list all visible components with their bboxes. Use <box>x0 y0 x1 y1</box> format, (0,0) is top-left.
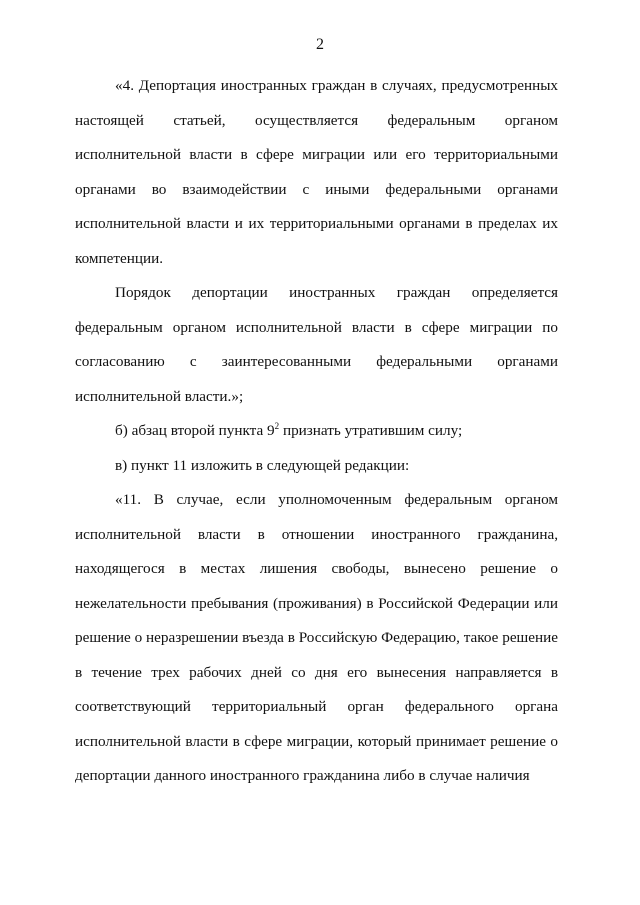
item-b-text-end: признать утратившим силу; <box>279 422 463 439</box>
paragraph-clause-11: «11. В случае, если уполномоченным федеральным органом исполнительной власти в отношении иностранного гражданина, находящегося в местах лишения свободы, вынесено решение о нежелательности пребывания (проживания) в Российской Федерации или решение о неразрешении въезда в Российскую Федерацию, такое решение в течение трех рабочих дней со дня его вынесения направляется в соответствующий территориальный орган федерального органа исполнительной власти в сфере миграции, который принимает решение о депортации данного иностранного гражданина либо в случае наличия <box>75 491 558 784</box>
paragraph-deportation-clause-4: «4. Депортация иностранных граждан в случаях, предусмотренных настоящей статьей, осуществляется федеральным органом исполнительной власти в сфере миграции или его территориальными органами во взаимодействии с иными федеральными органами исполнительной власти и их территориальными органами в пределах их компетенции. <box>75 77 558 267</box>
item-b-text-start: б) абзац второй пункта 9 <box>115 422 275 439</box>
paragraph-deportation-procedure: Порядок депортации иностранных граждан определяется федеральным органом исполнительной власти в сфере миграции по согласованию с заинтересованными федеральными органами исполнительной власти.»; <box>75 284 558 405</box>
page-number: 2 <box>316 36 324 53</box>
paragraph-item-v: в) пункт 11 изложить в следующей редакции: <box>115 456 410 474</box>
document-body <box>75 69 558 794</box>
item-b-superscript: 2 <box>274 420 280 431</box>
paragraph-item-b <box>75 414 558 449</box>
